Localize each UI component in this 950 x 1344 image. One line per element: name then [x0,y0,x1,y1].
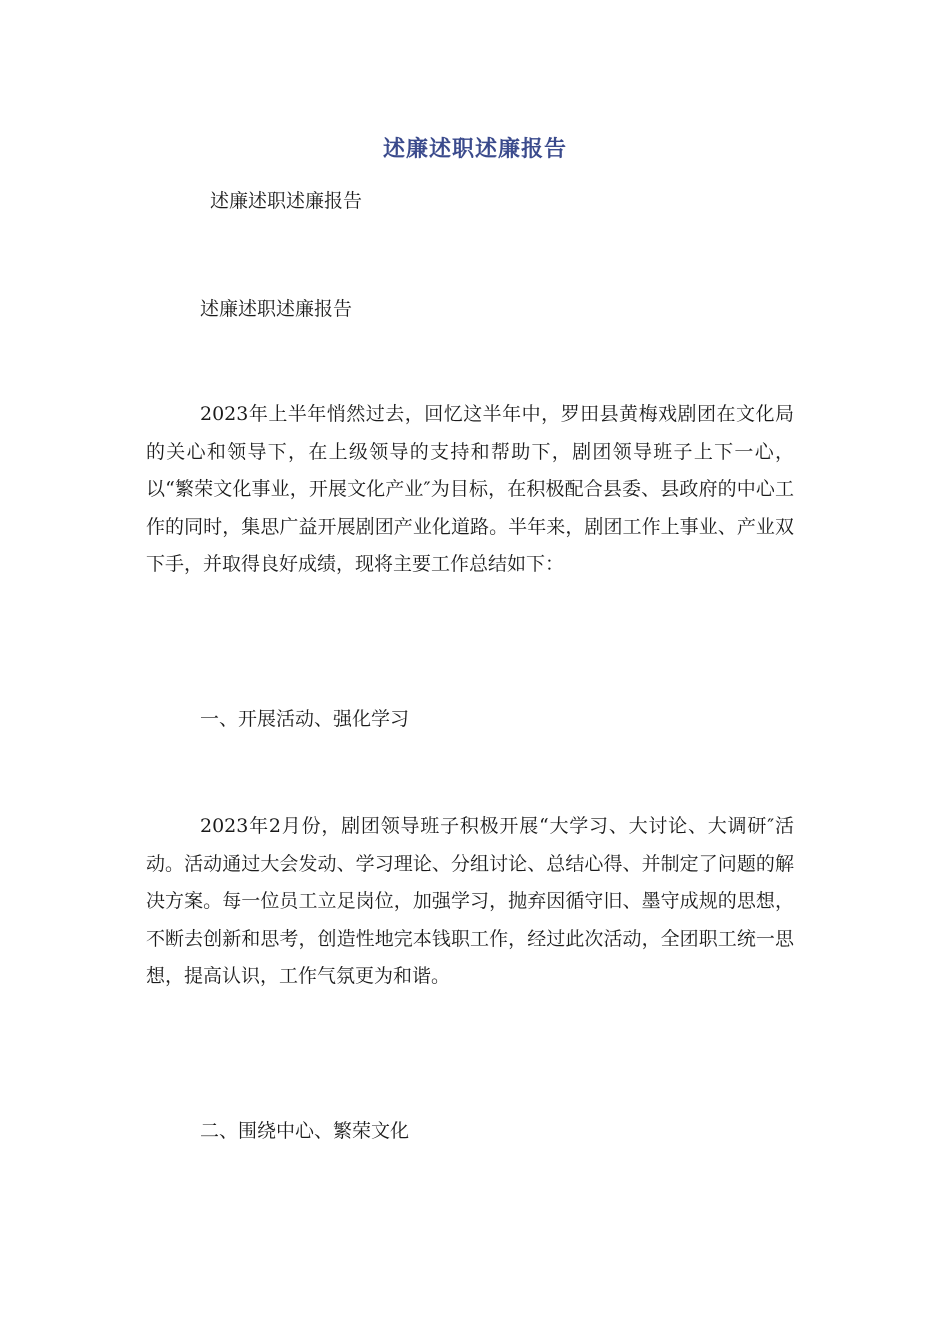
section-heading-1: 一、开展活动、强化学习 [200,708,410,730]
section-heading-2: 二、围绕中心、繁荣文化 [200,1120,410,1142]
paragraph-section-1: 2023年2月份，剧团领导班子积极开展“大学习、大讨论、大调研″活动。活动通过大会发动、学习理论、分组讨论、总结心得、并制定了问题的解决方案。每一位员工立足岗位，加强学习，抛弃因循守旧、墨守成规的思想，不断去创新和思考，创造性地完本钱职工作，经过此次活动，全团职工统一思想，提高认识，工作气氛更为和谐。 [146,815,794,987]
document-subtitle: 述廉述职述廉报告 [210,190,363,212]
document-subtitle-repeat: 述廉述职述廉报告 [200,298,353,320]
paragraph-intro: 2023年上半年悄然过去，回忆这半年中，罗田县黄梅戏剧团在文化局的关心和领导下，在上级领导的支持和帮助下，剧团领导班子上下一心，以“繁荣文化事业，开展文化产业″为目标，在积极配合县委、县政府的中心工作的同时，集思广益开展剧团产业化道路。半年来，剧团工作上事业、产业双下手，并取得良好成绩，现将主要工作总结如下： [146,403,794,575]
document-title: 述廉述职述廉报告 [382,137,567,162]
